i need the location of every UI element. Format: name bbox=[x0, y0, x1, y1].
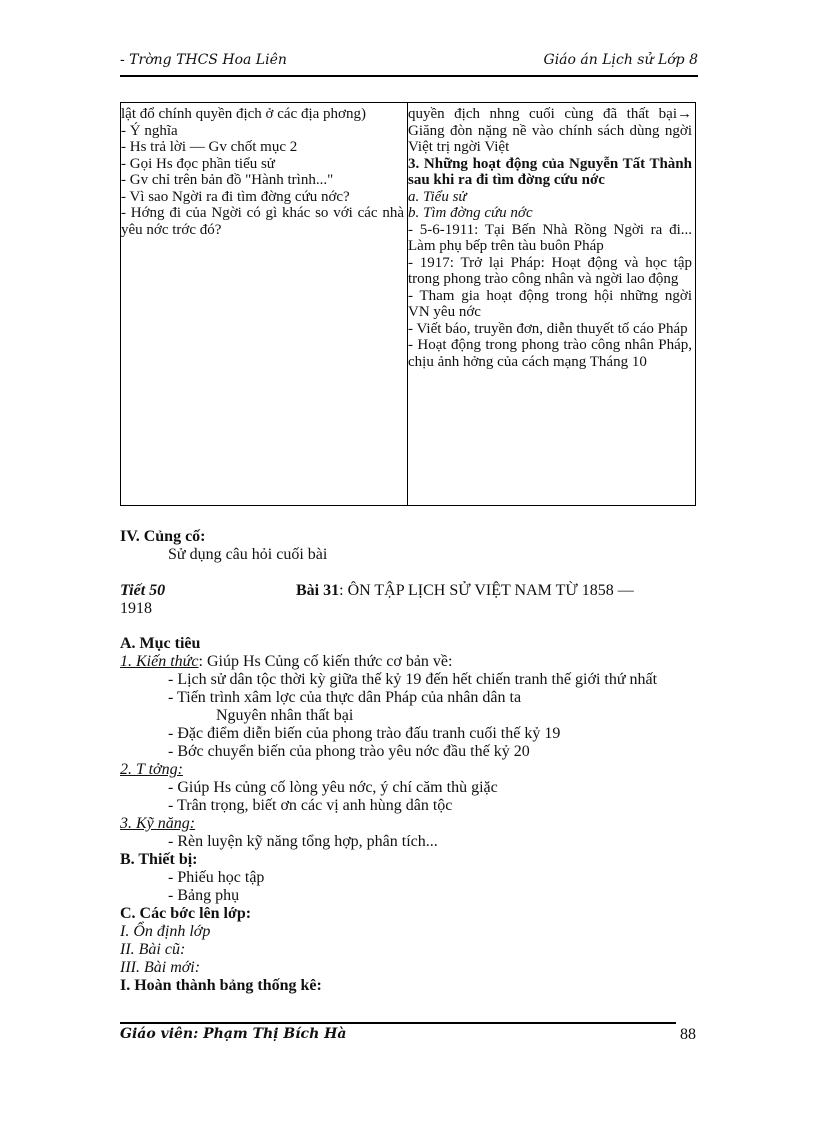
footer-rule bbox=[120, 1022, 676, 1024]
header-subject: Giáo án Lịch sử Lớp 8 bbox=[543, 52, 698, 68]
attitude-item: - Trân trọng, biết ơn các vị anh hùng dân tộc bbox=[168, 797, 453, 814]
objectives-section bbox=[120, 635, 696, 995]
table-left-line: - Gọi Hs đọc phần tiểu sử bbox=[121, 155, 275, 172]
page-header bbox=[120, 52, 698, 74]
table-left-line: - Hs trả lời — Gv chốt mục 2 bbox=[121, 139, 298, 155]
lesson-number: Bài 31 bbox=[296, 582, 340, 599]
knowledge-intro: : Giúp Hs Củng cố kiến thức cơ bản về: bbox=[198, 653, 453, 670]
table-left-line: - Ý nghĩa bbox=[121, 122, 178, 139]
lesson-year: 1918 bbox=[120, 600, 152, 617]
table-right-line: - Hoạt động trong phong trào công nhân Pháp, chịu ảnh hởng của cách mạng Tháng 10 bbox=[408, 337, 692, 370]
knowledge-item: - Lịch sử dân tộc thời kỳ giữa thế kỷ 19 đến hết chiến tranh thế giới thứ nhất bbox=[168, 671, 658, 688]
subheading-journey: b. Tìm đờng cứu nớc bbox=[408, 205, 533, 221]
objectives-title: A. Mục tiêu bbox=[120, 635, 201, 652]
subheading-biography: a. Tiểu sử bbox=[408, 188, 467, 205]
step-item: III. Bài mới: bbox=[120, 959, 201, 976]
table-left-line: - Gv chỉ trên bản đồ "Hành trình..." bbox=[121, 172, 334, 188]
consolidate-title: IV. Củng cố: bbox=[120, 528, 206, 545]
footer-teacher: Giáo viên: Phạm Thị Bích Hà bbox=[120, 1026, 347, 1042]
page-footer bbox=[120, 1026, 696, 1048]
consolidate-section bbox=[120, 528, 696, 564]
steps-title: C. Các bớc lên lớp: bbox=[120, 905, 252, 922]
knowledge-item: - Bớc chuyển biến của phong trào yêu nớc đầu thế kỷ 20 bbox=[168, 743, 530, 760]
equipment-item: - Phiếu học tập bbox=[168, 869, 265, 886]
table-right-line: - 1917: Trở lại Pháp: Hoạt động và học tập trong phong trào công nhân và ngời lao động bbox=[408, 254, 692, 287]
header-rule bbox=[120, 75, 698, 77]
table-right-line: - Tham gia hoạt động trong hội những ngời VN yêu nớc bbox=[408, 287, 692, 320]
step-item: II. Bài cũ: bbox=[120, 941, 186, 958]
knowledge-item: - Tiến trình xâm lợc của thực dân Pháp của nhân dân ta bbox=[168, 689, 522, 706]
table-left-line: - Vì sao Ngời ra đi tìm đờng cứu nớc? bbox=[121, 188, 350, 205]
attitude-label: 2. T tởng: bbox=[120, 761, 183, 778]
table-left-line: - Hớng đi của Ngời có gì khác so với các nhà yêu nớc trớc đó? bbox=[121, 205, 404, 238]
skills-item: - Rèn luyện kỹ năng tổng hợp, phân tích... bbox=[168, 833, 438, 850]
lesson-period: Tiết 50 bbox=[120, 582, 166, 599]
step-item: I. Ổn định lớp bbox=[120, 923, 211, 940]
table-right-line: - 5-6-1911: Tại Bến Nhà Rồng Ngời ra đi... Làm phụ bếp trên tàu buôn Pháp bbox=[408, 221, 692, 254]
table-left-column bbox=[121, 103, 408, 505]
table-left-line: lật đổ chính quyền địch ở các địa phơng) bbox=[121, 106, 366, 122]
table-right-column bbox=[408, 103, 695, 505]
attitude-item: - Giúp Hs củng cố lòng yêu nớc, ý chí căm thù giặc bbox=[168, 779, 498, 796]
page-number: 88 bbox=[680, 1026, 696, 1043]
table-right-line: - Viết báo, truyền đơn, diễn thuyết tố cáo Pháp bbox=[408, 320, 688, 337]
knowledge-item: - Đặc điểm diễn biến của phong trào đấu tranh cuối thế kỷ 19 bbox=[168, 725, 561, 742]
equipment-title: B. Thiết bị: bbox=[120, 851, 198, 868]
header-school: - Trờng THCS Hoa Liên bbox=[120, 52, 287, 68]
skills-label: 3. Kỹ năng: bbox=[120, 815, 196, 832]
table-task-title: I. Hoàn thành bảng thống kê: bbox=[120, 977, 322, 994]
knowledge-label: 1. Kiến thức bbox=[120, 653, 199, 670]
table-right-line: quyền địch nhng cuối cùng đã thất bại→ Giăng đòn nặng nề vào chính sách dùng ngời Việt trị ngời Việt bbox=[408, 106, 692, 155]
equipment-item: - Bảng phụ bbox=[168, 887, 240, 904]
lesson-title: : ÔN TẬP LỊCH SỬ VIỆT NAM TỪ 1858 — bbox=[339, 582, 634, 599]
knowledge-item: Nguyên nhân thất bại bbox=[216, 707, 354, 724]
lesson-title-block bbox=[120, 582, 696, 618]
lesson-table bbox=[120, 102, 696, 506]
consolidate-text: Sử dụng câu hỏi cuối bài bbox=[168, 546, 328, 563]
section-heading: 3. Những hoạt động của Nguyễn Tất Thành sau khi ra đi tìm đờng cứu nớc bbox=[408, 155, 692, 188]
